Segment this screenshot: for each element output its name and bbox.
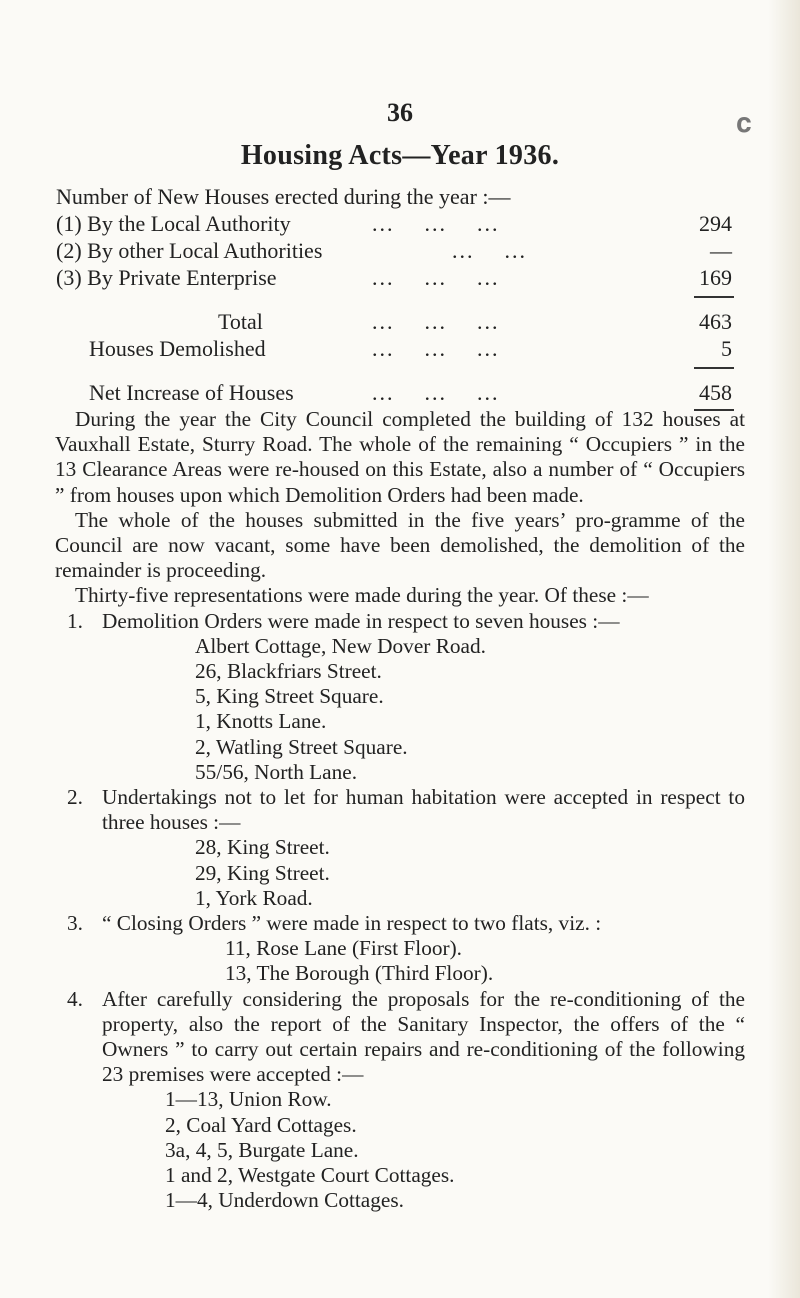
list-item: 2. Undertakings not to let for human habitation were accepted in respect to three houses :—	[67, 785, 745, 835]
list-item: 3. “ Closing Orders ” were made in respect to two flats, viz. :	[67, 911, 602, 936]
paragraph: Thirty-five representations were made during the year. Of these :—	[75, 583, 649, 608]
stats-intro: Number of New Houses erected during the year :—	[56, 184, 511, 209]
address-line: Albert Cottage, New Dover Road.	[195, 633, 486, 658]
address-line: 1, Knotts Lane.	[195, 709, 327, 734]
paragraph: The whole of the houses submitted in the five years’ pro-gramme of the Council are now vacant, some have been demolished, the demolition of the remainder is proceeding.	[55, 507, 745, 583]
stat-row-net-increase: Net Increase of Houses ... ... ... 458	[89, 380, 732, 405]
address-line: 2, Coal Yard Cottages.	[165, 1112, 357, 1137]
sum-rule	[694, 296, 734, 298]
stat-row-total: Total ... ... ... 463	[218, 309, 732, 334]
paragraph: During the year the City Council completed the building of 132 houses at Vauxhall Estate, Sturry Road. The whole of the remaining “ Occupiers ” in the 13 Clearance Areas were re-housed on this Estate, also a number of “ Occupiers ” from houses upon which Demolition Orders had been made.	[55, 407, 745, 507]
stat-row-local-authority: (1) By the Local Authority ... ... ... 294	[56, 211, 732, 236]
address-line: 11, Rose Lane (First Floor).	[225, 936, 463, 961]
margin-mark: 𝐜	[736, 108, 752, 139]
stat-row-demolished: Houses Demolished ... ... ... 5	[89, 336, 732, 361]
address-line: 28, King Street.	[195, 835, 330, 860]
address-line: 55/56, North Lane.	[195, 759, 358, 784]
address-line: 1—13, Union Row.	[165, 1087, 332, 1112]
body-text	[55, 407, 745, 1214]
address-line: 2, Watling Street Square.	[195, 734, 408, 759]
address-line: 1—4, Underdown Cottages.	[165, 1188, 404, 1213]
address-line: 26, Blackfriars Street.	[195, 659, 382, 684]
list-item: 1. Demolition Orders were made in respect to seven houses :—	[67, 608, 620, 633]
address-line: 3a, 4, 5, Burgate Lane.	[165, 1137, 359, 1162]
stat-row-private-enterprise: (3) By Private Enterprise ... ... ... 169	[56, 265, 732, 290]
address-line: 13, The Borough (Third Floor).	[225, 961, 494, 986]
address-line: 5, King Street Square.	[195, 684, 384, 709]
difference-rule	[694, 367, 734, 369]
stat-row-other-authorities: (2) By other Local Authorities ... ... —	[56, 238, 732, 263]
page-number: 36	[387, 98, 413, 127]
address-line: 1, York Road.	[195, 885, 313, 910]
address-line: 1 and 2, Westgate Court Cottages.	[165, 1163, 455, 1188]
address-line: 29, King Street.	[195, 860, 330, 885]
page-title: Housing Acts—Year 1936.	[240, 140, 560, 171]
list-item: 4. After carefully considering the proposals for the re-conditioning of the property, also the report of the Sanitary Inspector, the offers of the “ Owners ” to carry out certain repairs and re-conditioning of the following 23 premises were accepted :—	[67, 986, 745, 1087]
